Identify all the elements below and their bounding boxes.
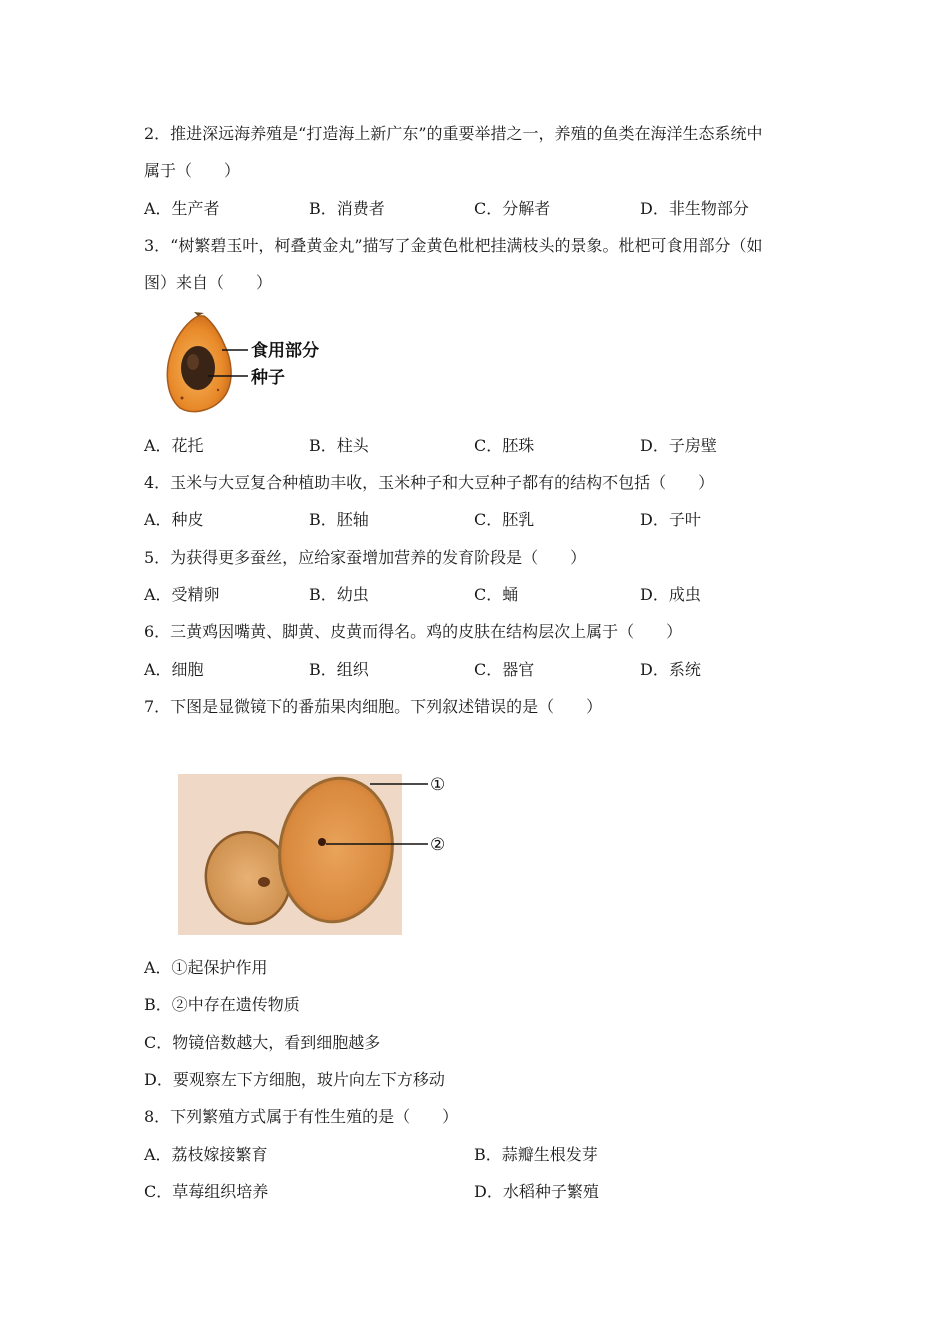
q2-option-a: A．生产者 [144,199,220,218]
q5-stem: 5．为获得更多蚕丝，应给家蚕增加营养的发育阶段是（ ） [144,548,587,567]
q5-option-a: A．受精卵 [144,585,220,604]
q7-stem: 7．下图是显微镜下的番茄果肉细胞。下列叙述错误的是（ ） [144,697,603,716]
q3-option-a: A．花托 [144,436,204,455]
loquat-seed-shape [181,346,215,390]
q8-option-c: C．草莓组织培养 [144,1182,269,1201]
label-nucleus: ② [430,835,446,855]
q5-option-c: C．蛹 [474,585,519,604]
q6-option-a: A．细胞 [144,660,204,679]
q8-stem: 8．下列繁殖方式属于有性生殖的是（ ） [144,1107,459,1126]
q3-option-b: B．柱头 [309,436,369,455]
q8-option-d: D．水稻种子繁殖 [474,1182,599,1201]
q4-stem: 4．玉米与大豆复合种植助丰收，玉米种子和大豆种子都有的结构不包括（ ） [144,473,715,492]
q7-option-b: B．②中存在遗传物质 [144,995,300,1014]
cell-nucleus [318,838,326,846]
q3-option-c: C．胚珠 [474,436,535,455]
q2-option-b: B．消费者 [309,199,385,218]
q2-stem-line2: 属于（ ） [144,161,241,180]
q5-option-b: B．幼虫 [309,585,369,604]
q4-option-a: A．种皮 [144,510,204,529]
q7-option-a: A．①起保护作用 [144,958,268,977]
label-cell-wall: ① [430,775,446,795]
q2-stem-line1: 2．推进深远海养殖是“打造海上新广东”的重要举措之一，养殖的鱼类在海洋生态系统中 [144,124,763,143]
label-seed: 种子 [251,368,285,388]
q4-option-b: B．胚轴 [309,510,369,529]
q2-option-c: C．分解者 [474,199,551,218]
q6-option-d: D．系统 [640,660,701,679]
label-edible-part: 食用部分 [251,341,319,361]
q3-stem-line2: 图）来自（ ） [144,273,273,292]
tomato-cell-micrograph [176,770,456,938]
q4-option-c: C．胚乳 [474,510,535,529]
loquat-figure [160,310,340,416]
q4-option-d: D．子叶 [640,510,701,529]
q8-option-b: B．蒜瓣生根发芽 [474,1145,598,1164]
q5-option-d: D．成虫 [640,585,701,604]
q6-stem: 6．三黄鸡因嘴黄、脚黄、皮黄而得名。鸡的皮肤在结构层次上属于（ ） [144,622,683,641]
q8-option-a: A．荔枝嫁接繁育 [144,1145,268,1164]
q7-option-d: D．要观察左下方细胞，玻片向左下方移动 [144,1070,445,1089]
q2-option-d: D．非生物部分 [640,199,749,218]
q6-option-b: B．组织 [309,660,369,679]
q7-option-c: C．物镜倍数越大，看到细胞越多 [144,1033,381,1052]
q3-stem-line1: 3．“树繁碧玉叶，柯叠黄金丸”描写了金黄色枇杷挂满枝头的景象。枇杷可食用部分（如 [144,236,763,255]
q3-option-d: D．子房壁 [640,436,717,455]
q6-option-c: C．器官 [474,660,535,679]
